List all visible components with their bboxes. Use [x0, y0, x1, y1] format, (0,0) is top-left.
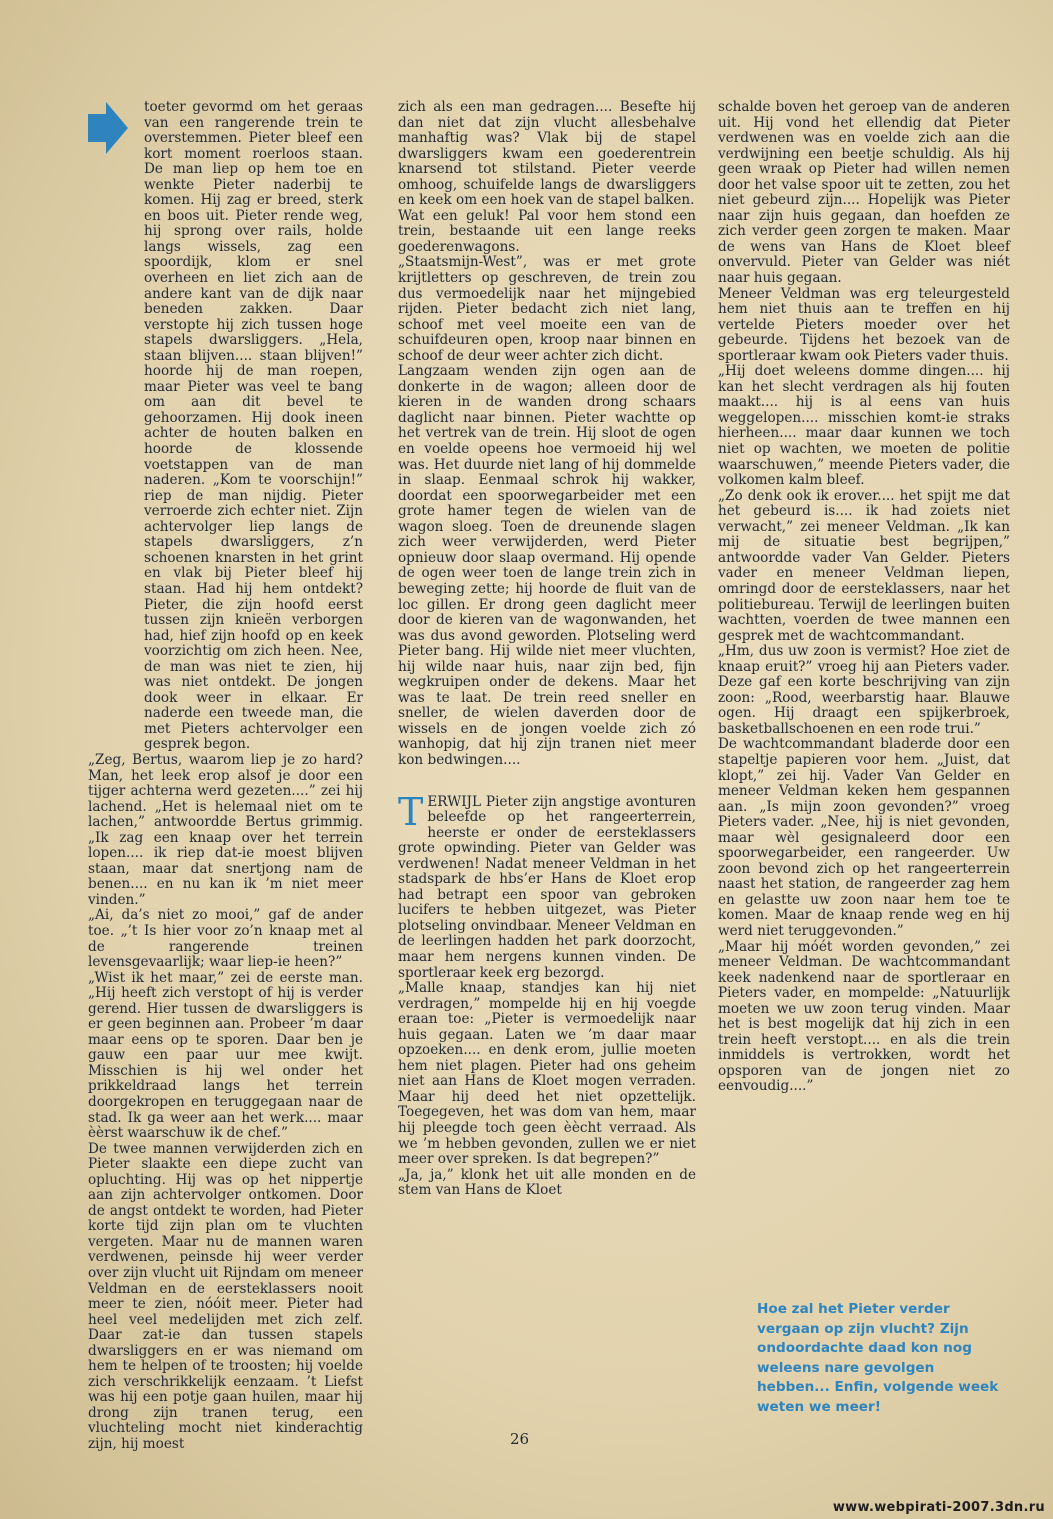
paragraph: De wachtcommandant bladerde door een stapeltje papieren voor hem. „Juist, dat klopt,” zei hij. Vader Van Gelder en meneer Veldman keken hem gespannen aan. „Is mijn zoon gevonden?” vroeg Pieters vader. „Nee, hij is niet gevonden, maar wèl gesignaleerd door een spoorwegarbeider, een rangeerder. Uw zoon bevond zich op het rangeerterrein naast het station, de rangeerder zag hem en gelastte uw zoon naar hem toe te komen. Maar de knaap rende weg en hij werd niet teruggevonden.” [718, 736, 1010, 939]
paragraph: Langzaam wenden zijn ogen aan de donkerte in de wagon; alleen door de kieren in de wanden drong schaars daglicht naar binnen. Pieter wachtte op het vertrek van de trein. Hij sloot de ogen en voelde opeens hoe vermoeid hij wel was. Het duurde niet lang of hij dommelde in slaap. Eenmaal schrok hij wakker, doordat een spoorwegarbeider met een grote hamer tegen de wielen van de wagon sloeg. Toen de dreunende slagen zich weer verwijderden, werd Pieter opnieuw door slaap overmand. Hij opende de ogen weer toen de lange trein zich in beweging zette; hij hoorde de fluit van de loc gillen. Er drong geen daglicht meer door de kieren van de wagonwanden, het was dus avond geworden. Plotseling werd Pieter bang. Hij wilde niet meer vluchten, hij wilde naar huis, naar zijn bed, fijn wegkruipen onder de dekens. Maar het was te laat. De trein reed sneller en sneller, de wielen daverden door de wissels en de jongen voelde zich zó wanhopig, dat hij zijn tranen niet meer kon bedwingen.... [398, 363, 696, 768]
text-column-3 [718, 100, 1010, 1095]
paragraph: toeter gevormd om het geraas van een rangerende trein te overstemmen. Pieter bleef een kort moment roerloos staan. De man liep op hem toe en wenkte Pieter naderbij te komen. Hij zag er breed, sterk en boos uit. Pieter rende weg, hij sprong over rails, holde langs wissels, zag een spoordijk, klom er snel overheen en liet zich aan de andere kant van de dijk naar beneden zakken. Daar verstopte hij zich tussen hoge stapels dwarsliggers. „Hela, staan blijven.... staan blijven!” hoorde hij de man roepen, maar Pieter was veel te bang om aan dit bevel te gehoorzamen. Hij dook ineen achter de houten balken en hoorde de klossende voetstappen van de man naderen. „Kom te voorschijn!” riep de man nijdig. Pieter verroerde zich echter niet. Zijn achtervolger liep langs de stapels dwarsliggers, z’n schoenen knarsten in het grint en vlak bij Pieter bleef hij staan. Had hij hem ontdekt? Pieter, die zijn hoofd eerst tussen zijn knieën verborgen had, hief zijn hoofd op en keek voorzichtig om zich heen. Nee, de man was niet te zien, hij was niet ontdekt. De jongen dook weer in elkaar. Er naderde een tweede man, die met Pieters achtervolger een gesprek begon. [144, 99, 363, 753]
paragraph: „Staatsmijn-West”, was er met grote krijtletters op geschreven, de trein zou dus vermoedelijk naar het mijngebied rijden. Pieter bedacht zich niet lang, schoof met veel moeite een van de schuifdeuren open, kroop naar binnen en schoof de deur weer achter zich dicht. [398, 254, 696, 364]
paragraph: De twee mannen verwijderden zich en Pieter slaakte een diepe zucht van opluchting. Hij was op het nippertje aan zijn achtervolger ontkomen. Door de angst ontdekt te worden, had Pieter korte tijd zijn plan om te vluchten vergeten. Maar nu de mannen waren verdwenen, peinsde hij weer verder over zijn vlucht uit Rijndam om meneer Veldman en de eersteklassers nooit meer te zien, nóóit meer. Pieter had heel veel medelijden met zich zelf. Daar zat-ie dan tussen stapels dwarsliggers en er was niemand om hem te helpen of te troosten; hij voelde zich verschrikkelijk eenzaam. ’t Liefst was hij een potje gaan huilen, maar hij drong zijn tranen terug, een vluchteling mocht niet kinderachtig zijn, hij moest [88, 1140, 363, 1453]
paragraph: Meneer Veldman was erg teleurgesteld hem niet thuis aan te treffen en hij vertelde Pieters moeder over het gebeurde. Tijdens het bezoek van de sportleraar kwam ook Pieters vader thuis. [718, 285, 1010, 364]
section-start [398, 789, 696, 982]
paragraph: Wat een geluk! Pal voor hem stond een trein, bestaande uit een lange reeks goederenwagons. [398, 207, 696, 255]
paragraph: „Zo denk ook ik erover.... het spijt me dat het gebeurd is.... ik had zoiets niet verwacht,” zei meneer Veldman. „Ik kan mij de situatie best begrijpen,” antwoordde vader Van Gelder. Pieters vader en meneer Veldman liepen, omringd door de eersteklassers, naar het politiebureau. Terwijl de leerlingen buiten wachtten, voerden de twee mannen een gesprek met de wachtcommandant. [718, 487, 1010, 644]
paragraph: „Hij doet weleens domme dingen.... hij kan het slecht verdragen als hij fouten maakt.... hij is al eens van huis weggelopen.... misschien komt-ie straks hierheen.... maar daar kunnen we toch niet op wachten, we moeten de politie waarschuwen,” meende Pieters vader, die volkomen kalm bleef. [718, 363, 1010, 489]
paragraph: „Malle knaap, standjes kan hij niet verdragen,” mompelde hij en hij voegde eraan toe: „Pieter is vermoedelijk naar huis gegaan. Laten we ’m daar maar opzoeken.... en denk erom, jullie moeten hem niet plagen. Pieter had ons geheim niet aan Hans de Kloet mogen verraden. Maar hij deed het niet opzettelijk. Toegegeven, het was dom van hem, maar hij pleegde toch geen èècht verraad. Als we ’m hebben gevonden, zullen we er niet meer over spreken. Is dat begrepen?” [398, 980, 696, 1168]
paragraph: schalde boven het geroep van de anderen uit. Hij vond het ellendig dat Pieter verdwenen was en voelde zich aan die verdwijning een beetje schuldig. Als hij geen wraak op Pieter had willen nemen door het valse spoor uit te zetten, zou het niet gebeurd zijn.... Hopelijk was Pieter naar zijn huis gegaan, dan hoefden ze zich verder geen zorgen te maken. Maar de wens van Hans de Kloet bleef onvervuld. Pieter van Gelder was niét naar huis gegaan. [718, 99, 1010, 287]
paragraph: „Hm, dus uw zoon is vermist? Hoe ziet de knaap eruit?” vroeg hij aan Pieters vader. Deze gaf een korte beschrijving van zijn zoon: „Rood, weerbarstig haar. Blauwe ogen. Hij draagt een spijkerbroek, basketballschoenen en een rode trui.” [718, 643, 1010, 737]
text-column-2 [398, 100, 696, 1199]
paragraph: „Wist ik het maar,” zei de eerste man. „Hij heeft zich verstopt of hij is verder gerend. Hier tussen de dwarsliggers is er geen beginnen aan. Probeer ’m daar maar eens op te sporen. Daar ben je gauw een paar uur mee kwijt. Misschien is hij wel onder het prikkeldraad langs het terrein doorgekropen en teruggegaan naar de stad. Ik ga weer aan het werk.... maar èèrst waarschuw ik de chef.” [88, 969, 363, 1142]
text-column-1 [88, 100, 363, 1453]
paragraph: ERWIJL Pieter zijn angstige avonturen beleefde op het rangeerterrein, heerste er onder de eersteklassers grote opwinding. Pieter van Gelder was verdwenen! Nadat meneer Veldman in het stadspark de hbs’er Hans de Kloet erop had betrapt een spoor van gebroken lucifers te hebben uitgezet, was Pieter plotseling onvindbaar. Meneer Veldman en de leerlingen hadden het park doorzocht, maar hem nergens kunnen vinden. De sportleraar keek erg bezorgd. [398, 793, 696, 981]
source-watermark: www.webpirati-2007.3dn.ru [832, 1500, 1045, 1515]
paragraph: „Ja, ja,” klonk het uit alle monden en de stem van Hans de Kloet [398, 1166, 696, 1199]
paragraph: zich als een man gedragen.... Besefte hij dan niet dat zijn vlucht allesbehalve manhaftig was? Vlak bij de stapel dwarsliggers kwam een goederentrein knarsend tot stilstand. Pieter veerde omhoog, schuifelde langs de dwarsliggers en keek om een hoek van de stapel balken. [398, 99, 696, 209]
page-number: 26 [510, 1430, 530, 1448]
paragraph: „Maar hij móét worden gevonden,” zei meneer Veldman. De wachtcommandant keek nadenkend naar de sportleraar en Pieters vader, en mompelde: „Natuurlijk moeten we uw zoon terug vinden. Maar het is best mogelijk dat hij zich in een trein heeft verstopt.... en als die trein inmiddels is vertrokken, wordt het opsporen van de jongen niet zo eenvoudig....” [718, 938, 1010, 1095]
drop-cap: T [398, 789, 424, 834]
paragraph: „Ai, da’s niet zo mooi,” gaf de ander toe. „’t Is hier voor zo’n knaap met al de rangerende treinen levensgevaarlijk; waar liep-ie heen?” [88, 907, 363, 971]
next-week-teaser: Hoe zal het Pieter verder vergaan op zijn vlucht? Zijn ondoordachte daad kon nog weleens nare gevolgen hebben... Enfin, volgende week weten we meer! [757, 1301, 999, 1415]
paragraph: „Zeg, Bertus, waarom liep je zo hard? Man, het leek erop alsof je door een tijger achterna werd gezeten....” zei hij lachend. „Het is helemaal niet om te lachen,” antwoordde Bertus grimmig. „Ik zag een knaap over het terrein lopen.... ik riep dat-ie moest blijven staan, maar dat snertjong nam de benen.... en nu kan ik ’m niet meer vinden.” [88, 751, 363, 908]
